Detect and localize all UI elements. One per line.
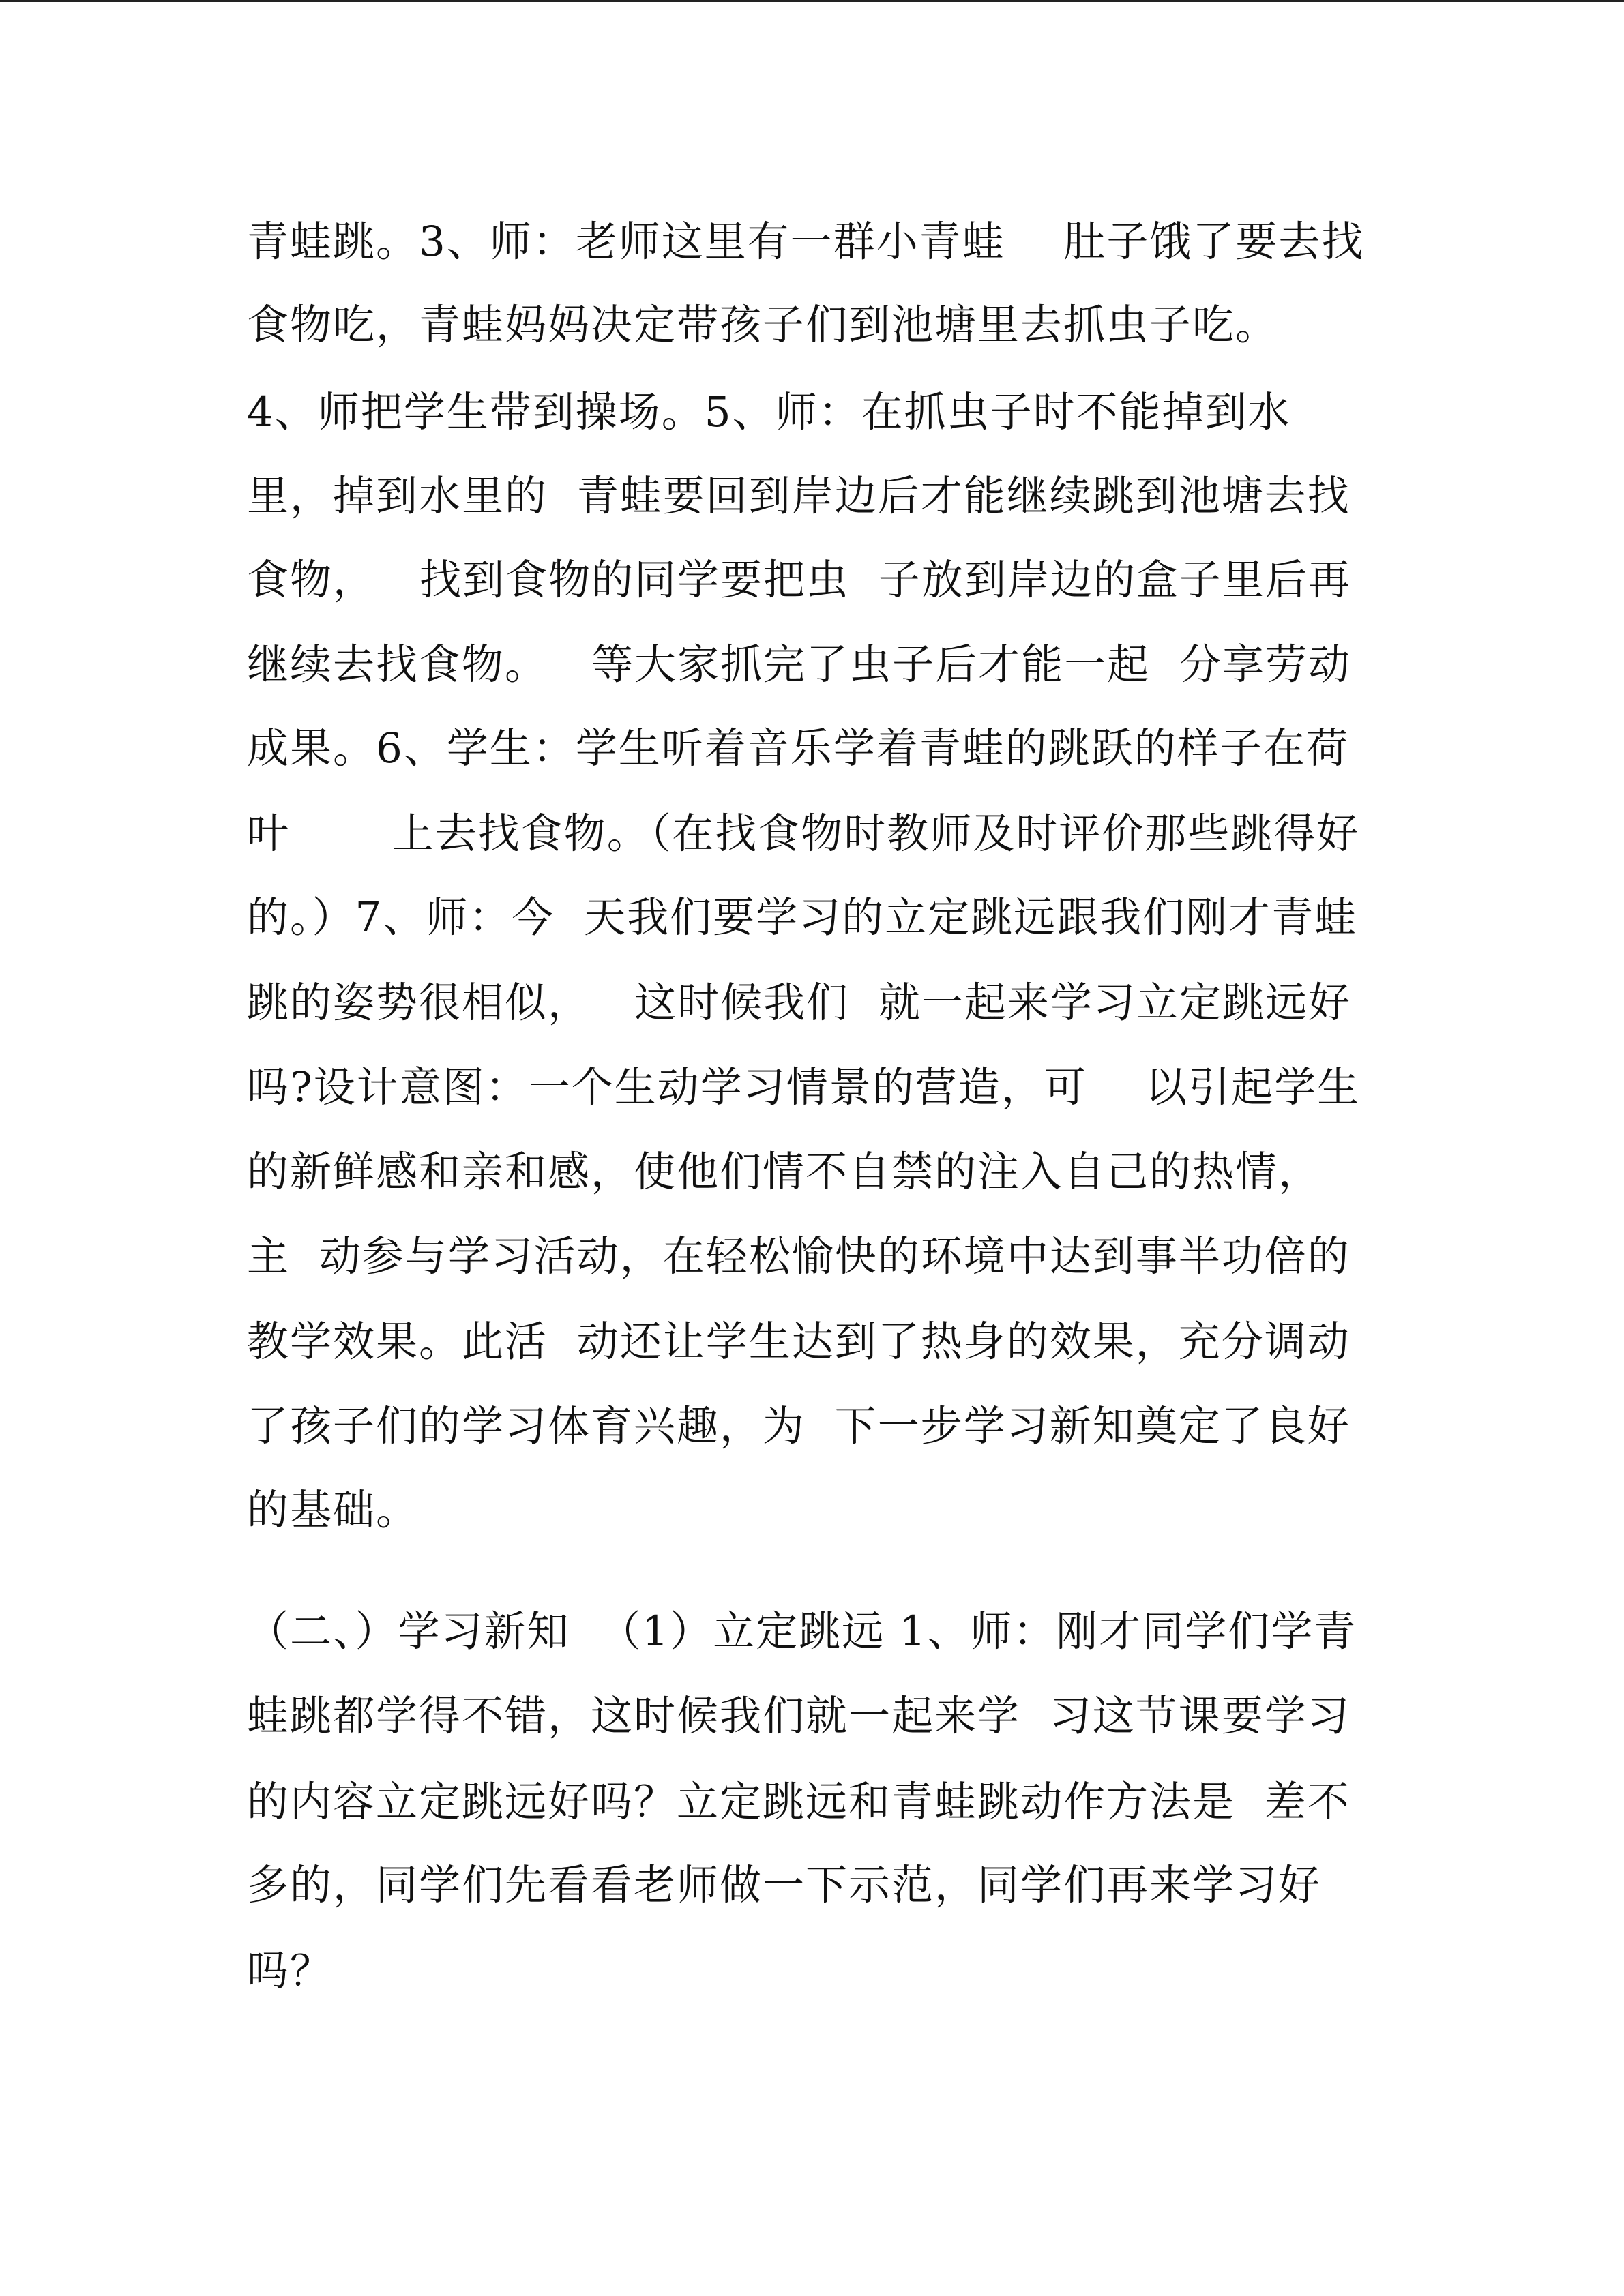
text-line-10: 跳的姿势很相似， 这时候我们 就一起来学习立定跳远好 [247, 979, 1351, 1027]
text-line-7: 成果。6、学生：学生听着音乐学着青蛙的跳跃的样子在荷 [247, 724, 1349, 773]
text-line-4: 里，掉到水里的 青蛙要回到岸边后才能继续跳到池塘去找 [247, 472, 1350, 520]
text-line-19: 的内容立定跳远好吗？立定跳远和青蛙跳动作方法是 差不 [247, 1778, 1350, 1826]
text-line-16: 的基础。 [247, 1486, 419, 1534]
text-line-12: 的新鲜感和亲和感，使他们情不自禁的注入自己的热情， [247, 1148, 1322, 1196]
text-line-9: 的。）7、师：今 天我们要学习的立定跳远跟我们刚才青蛙 [247, 893, 1358, 942]
text-line-5: 食物， 找到食物的同学要把虫 子放到岸边的盒子里后再 [247, 556, 1351, 604]
text-line-13: 主 动参与学习活动，在轻松愉快的环境中达到事半功倍的 [247, 1232, 1350, 1281]
text-line-14: 教学效果。此活 动还让学生达到了热身的效果，充分调动 [247, 1317, 1350, 1366]
text-line-11: 吗?设计意图：一个生动学习情景的营造，可 以引起学生 [247, 1063, 1361, 1112]
text-line-15: 了孩子们的学习体育兴趣，为 下一步学习新知奠定了良好 [247, 1402, 1350, 1450]
text-line-1: 青蛙跳。3、师：老师这里有一群小青蛙 肚子饿了要去找 [247, 218, 1365, 266]
text-line-3: 4、师把学生带到操场。5、师：在抓虫子时不能掉到水 [247, 388, 1291, 436]
text-line-18: 蛙跳都学得不错，这时候我们就一起来学 习这节课要学习 [247, 1692, 1350, 1740]
text-line-8: 叶 上去找食物。（在找食物时教师及时评价那些跳得好 [247, 809, 1360, 858]
text-line-6: 继续去找食物。 等大家抓完了虫子后才能一起 分享劳动 [247, 640, 1351, 689]
text-line-2: 食物吃，青蛙妈妈决定带孩子们到池塘里去抓虫子吃。 [247, 301, 1279, 349]
text-line-20: 多的，同学们先看看老师做一下示范，同学们再来学习好 [247, 1861, 1322, 1909]
text-line-21: 吗？ [247, 1947, 334, 1995]
text-line-17: （二、）学习新知 （1）立定跳远 1、师：刚才同学们学青 [247, 1607, 1357, 1656]
